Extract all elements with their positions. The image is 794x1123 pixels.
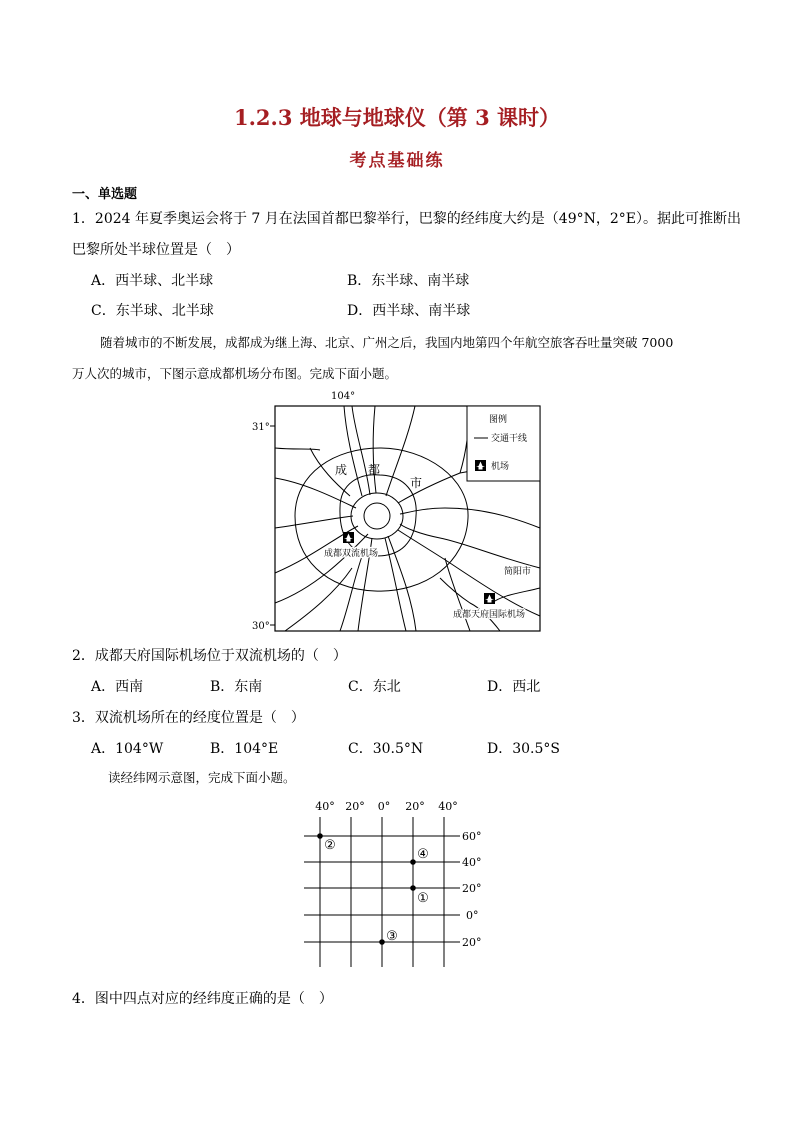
passage-1-line-1: 随着城市的不断发展，成都成为继上海、北京、广州之后，我国内地第四个年航空旅客吞吐量突破 7000 bbox=[100, 335, 674, 350]
grid-point-2-label: ② bbox=[324, 838, 336, 853]
grid-lon-label: 0° bbox=[377, 800, 391, 813]
chengdu-airport-map bbox=[240, 388, 550, 638]
map-lat-bottom-label: 30° bbox=[252, 621, 270, 632]
question-1-option-d: D．西半球、南半球 bbox=[347, 303, 471, 319]
map-airport-shuangliu-label: 成都双流机场 bbox=[324, 549, 379, 559]
question-3-option-b: B．104°E bbox=[210, 741, 279, 757]
map-airport-tianfu-label: 成都天府国际机场 bbox=[453, 610, 526, 620]
question-2-text: 2．成都天府国际机场位于双流机场的（ ） bbox=[72, 648, 347, 664]
map-legend-title: 图例 bbox=[489, 415, 508, 425]
question-1-option-a: A．西半球、北半球 bbox=[91, 273, 214, 289]
map-city-char-2: 都 bbox=[368, 463, 381, 477]
grid-lat-label: 20° bbox=[462, 936, 482, 949]
page-title: 1.2.3 地球与地球仪（第 3 课时） bbox=[233, 105, 560, 130]
question-3-option-a: A．104°W bbox=[91, 741, 164, 757]
map-legend-road-label: 交通干线 bbox=[491, 434, 528, 444]
map-city-char-1: 成 bbox=[335, 463, 348, 477]
grid-lat-label: 40° bbox=[462, 856, 482, 869]
grid-lon-label: 20° bbox=[405, 800, 425, 813]
question-4-text: 4．图中四点对应的经纬度正确的是（ ） bbox=[72, 991, 333, 1007]
map-longitude-label: 104° bbox=[331, 391, 356, 402]
question-1-line-2: 巴黎所处半球位置是（ ） bbox=[72, 242, 240, 258]
question-2-option-d: D．西北 bbox=[487, 679, 541, 695]
map-legend bbox=[467, 406, 540, 481]
question-1-line-1: 1．2024 年夏季奥运会将于 7 月在法国首都巴黎举行，巴黎的经纬度大约是（49°N，2°E）。据此可推断出 bbox=[72, 211, 741, 227]
question-2-option-b: B．东南 bbox=[210, 679, 263, 695]
question-3-option-c: C．30.5°N bbox=[348, 741, 424, 757]
grid-lon-label: 20° bbox=[345, 800, 365, 813]
question-1-option-b: B．东半球、南半球 bbox=[347, 273, 470, 289]
grid-lat-label: 0° bbox=[466, 909, 479, 922]
map-city-char-3: 市 bbox=[410, 476, 423, 490]
question-3-option-d: D．30.5°S bbox=[487, 741, 560, 757]
grid-point-1-label: ① bbox=[417, 891, 429, 906]
question-2-option-a: A．西南 bbox=[91, 679, 144, 695]
passage-2-text: 读经纬网示意图，完成下面小题。 bbox=[108, 770, 296, 785]
grid-lat-label: 20° bbox=[462, 882, 482, 895]
grid-lon-label: 40° bbox=[315, 800, 335, 813]
question-3-text: 3．双流机场所在的经度位置是（ ） bbox=[72, 710, 305, 726]
latitude-longitude-grid bbox=[300, 795, 500, 973]
question-2-option-c: C．东北 bbox=[348, 679, 401, 695]
grid-point-3-label: ③ bbox=[386, 929, 398, 944]
grid-point-4-label: ④ bbox=[417, 847, 429, 862]
map-lat-top-label: 31° bbox=[252, 422, 270, 433]
grid-lon-label: 40° bbox=[438, 800, 458, 813]
grid-lat-label: 60° bbox=[462, 830, 482, 843]
passage-1-line-2: 万人次的城市，下图示意成都机场分布图。完成下面小题。 bbox=[72, 366, 398, 381]
section-title: 一、单选题 bbox=[72, 187, 138, 202]
map-town-jianyang-label: 简阳市 bbox=[504, 567, 532, 577]
question-1-option-c: C．东半球、北半球 bbox=[91, 303, 214, 319]
map-legend-airport-label: 机场 bbox=[491, 462, 510, 472]
page-subtitle: 考点基础练 bbox=[349, 151, 445, 171]
